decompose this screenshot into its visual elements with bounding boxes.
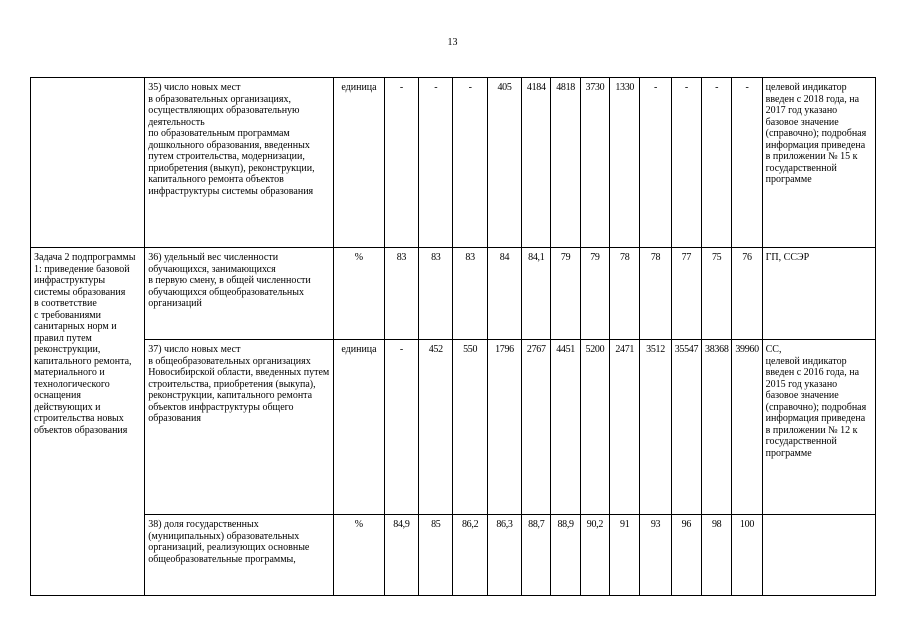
- value-cell: -: [453, 78, 487, 248]
- value-cell: -: [419, 78, 453, 248]
- indicator-cell: 37) число новых мест в общеобразовательных организациях Новосибирской области, введенных путем строительства, приобретения (выкупа), реконструкции, капитального ремонта объектов инфраструктуры общего образования: [145, 340, 334, 515]
- value-cell: 84,1: [522, 248, 551, 340]
- page-number: 13: [447, 37, 458, 48]
- value-cell: 84,9: [384, 515, 418, 596]
- task-cell: Задача 2 подпрограммы 1: приведение базовой инфраструктуры системы образования в соответствие с требованиями санитарных норм и правил путем реконструкции, капитального ремонта, материального и технологического оснащения действующих и строительства новых объектов образования: [31, 248, 145, 596]
- indicator-table: [30, 77, 876, 596]
- value-cell: 405: [487, 78, 521, 248]
- value-cell: 452: [419, 340, 453, 515]
- value-cell: 78: [610, 248, 640, 340]
- value-cell: 88,9: [551, 515, 580, 596]
- note-cell: ГП, ССЭР: [762, 248, 875, 340]
- value-cell: 77: [671, 248, 701, 340]
- unit-cell: %: [334, 515, 385, 596]
- note-cell: целевой индикатор введен с 2018 года, на 2017 год указано базовое значение (справочно); подробная информация приведена в приложении № 15 к государственной программе: [762, 78, 875, 248]
- value-cell: -: [384, 78, 418, 248]
- value-cell: 4451: [551, 340, 580, 515]
- value-cell: 2471: [610, 340, 640, 515]
- table-row: [31, 340, 876, 515]
- value-cell: 38368: [702, 340, 732, 515]
- unit-cell: единица: [334, 78, 385, 248]
- value-cell: 1796: [487, 340, 521, 515]
- value-cell: -: [671, 78, 701, 248]
- value-cell: -: [640, 78, 671, 248]
- value-cell: 35547: [671, 340, 701, 515]
- indicator-cell: 36) удельный вес численности обучающихся, занимающихся в первую смену, в общей численности обучающихся общеобразовательных организаций: [145, 248, 334, 340]
- note-cell: СС, целевой индикатор введен с 2016 года, на 2015 год указано базовое значение (справочно); подробная информация приведена в приложении № 12 к государственной программе: [762, 340, 875, 515]
- table-row: [31, 78, 876, 248]
- unit-cell: единица: [334, 340, 385, 515]
- value-cell: 90,2: [580, 515, 609, 596]
- value-cell: 78: [640, 248, 671, 340]
- value-cell: 1330: [610, 78, 640, 248]
- value-cell: 4818: [551, 78, 580, 248]
- value-cell: 4184: [522, 78, 551, 248]
- table-row: [31, 515, 876, 596]
- value-cell: 86,2: [453, 515, 487, 596]
- value-cell: 83: [384, 248, 418, 340]
- value-cell: 96: [671, 515, 701, 596]
- note-cell: [762, 515, 875, 596]
- indicator-cell: 38) доля государственных (муниципальных) образовательных организаций, реализующих основные общеобразовательные программы,: [145, 515, 334, 596]
- unit-cell: %: [334, 248, 385, 340]
- value-cell: 84: [487, 248, 521, 340]
- value-cell: 3512: [640, 340, 671, 515]
- value-cell: 83: [453, 248, 487, 340]
- value-cell: 76: [732, 248, 762, 340]
- value-cell: 79: [551, 248, 580, 340]
- value-cell: -: [702, 78, 732, 248]
- value-cell: 91: [610, 515, 640, 596]
- value-cell: 2767: [522, 340, 551, 515]
- table-row: [31, 248, 876, 340]
- indicator-cell: 35) число новых мест в образовательных организациях, осуществляющих образовательную деятельность по образовательным программам дошкольного образования, введенных путем строительства, модернизации, приобретения (выкуп), реконструкции, капитального ремонта объектов инфраструктуры системы образования: [145, 78, 334, 248]
- value-cell: 3730: [580, 78, 609, 248]
- value-cell: 39960: [732, 340, 762, 515]
- value-cell: 75: [702, 248, 732, 340]
- value-cell: 100: [732, 515, 762, 596]
- value-cell: 86,3: [487, 515, 521, 596]
- value-cell: 98: [702, 515, 732, 596]
- value-cell: 93: [640, 515, 671, 596]
- value-cell: 88,7: [522, 515, 551, 596]
- value-cell: 83: [419, 248, 453, 340]
- value-cell: 79: [580, 248, 609, 340]
- value-cell: 85: [419, 515, 453, 596]
- task-cell: [31, 78, 145, 248]
- value-cell: 5200: [580, 340, 609, 515]
- value-cell: -: [732, 78, 762, 248]
- value-cell: 550: [453, 340, 487, 515]
- value-cell: -: [384, 340, 418, 515]
